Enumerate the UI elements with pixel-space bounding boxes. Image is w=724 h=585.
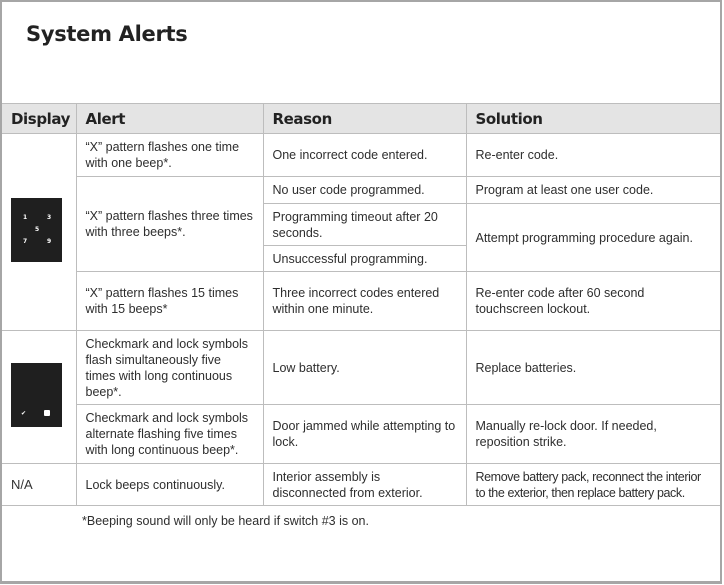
table-row — [2, 134, 720, 177]
keypad-digit: 7 — [23, 238, 28, 245]
system-alerts-table — [2, 103, 720, 506]
table-row — [2, 464, 720, 506]
alert-cell: “X” pattern flashes three times with three beeps*. — [76, 177, 263, 272]
table-row — [2, 272, 720, 331]
reason-cell: Door jammed while attempting to lock. — [263, 405, 466, 464]
alert-cell: Lock beeps continuously. — [76, 464, 263, 506]
keypad-digit: 3 — [47, 214, 52, 221]
footnote: *Beeping sound will only be heard if switch #3 is on. — [82, 514, 369, 528]
keypad-x-pattern-icon — [11, 198, 62, 262]
solution-cell: Manually re-lock door. If needed, reposition strike. — [466, 405, 720, 464]
table-row — [2, 405, 720, 464]
alert-cell: “X” pattern flashes one time with one beep*. — [76, 134, 263, 177]
display-cell-x-pattern — [2, 134, 76, 331]
reason-cell: Low battery. — [263, 331, 466, 405]
solution-cell: Re-enter code after 60 second touchscreen lockout. — [466, 272, 720, 331]
alert-cell: “X” pattern flashes 15 times with 15 beeps* — [76, 272, 263, 331]
reason-cell: One incorrect code entered. — [263, 134, 466, 177]
table-row — [2, 331, 720, 405]
reason-cell: No user code programmed. — [263, 177, 466, 204]
solution-cell: Remove battery pack, reconnect the interior to the exterior, then replace battery pack. — [466, 464, 720, 506]
checkmark-icon: ✔ — [21, 410, 27, 417]
keypad-digit: 5 — [35, 226, 40, 233]
column-header-solution: Solution — [466, 104, 720, 134]
reason-cell: Programming timeout after 20 seconds. — [263, 204, 466, 246]
table-row — [2, 177, 720, 204]
column-header-alert: Alert — [76, 104, 263, 134]
keypad-digit: 1 — [23, 214, 28, 221]
solution-cell: Re-enter code. — [466, 134, 720, 177]
reason-cell: Interior assembly is disconnected from exterior. — [263, 464, 466, 506]
display-cell-checkmark-lock — [2, 331, 76, 464]
keypad-checkmark-lock-icon — [11, 363, 62, 427]
column-header-reason: Reason — [263, 104, 466, 134]
solution-cell: Replace batteries. — [466, 331, 720, 405]
keypad-digit: 9 — [47, 238, 52, 245]
alert-cell: Checkmark and lock symbols flash simultaneously five times with long continuous beep*. — [76, 331, 263, 405]
reason-cell: Unsuccessful programming. — [263, 246, 466, 272]
display-cell-na: N/A — [2, 464, 76, 506]
solution-cell: Attempt programming procedure again. — [466, 204, 720, 272]
reason-cell: Three incorrect codes entered within one minute. — [263, 272, 466, 331]
page-title: System Alerts — [26, 22, 188, 46]
table-header-row — [2, 104, 720, 134]
alert-cell: Checkmark and lock symbols alternate flashing five times with long continuous beep*. — [76, 405, 263, 464]
solution-cell: Program at least one user code. — [466, 177, 720, 204]
column-header-display: Display — [2, 104, 76, 134]
lock-icon — [44, 410, 50, 416]
